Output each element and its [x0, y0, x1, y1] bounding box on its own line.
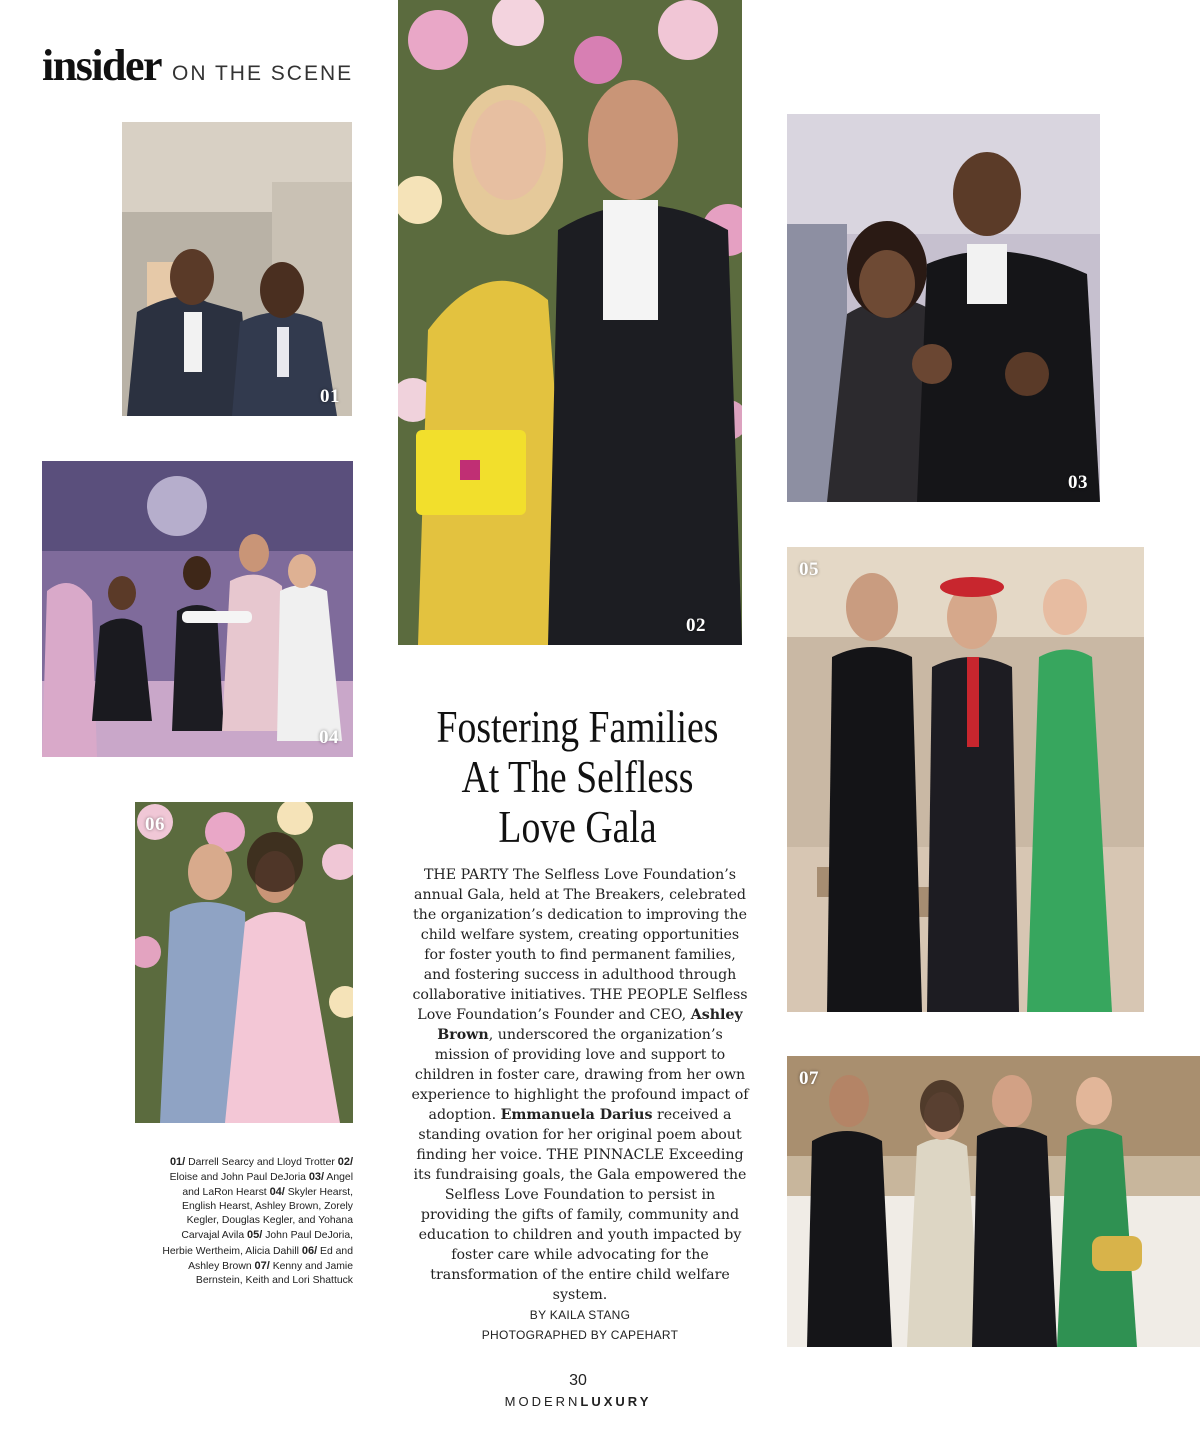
caption-number: 06/	[301, 1244, 318, 1257]
caption-text: Eloise and John Paul DeJoria	[169, 1172, 309, 1184]
caption-number: 07/	[254, 1259, 270, 1272]
photo-01	[122, 122, 352, 416]
brand-light: MODERN	[504, 1394, 581, 1409]
body-text: , underscored the organization’s mission of providing love and support to children in foster care, drawing from her own experience to highlight the profound impact of adoption.	[411, 1027, 749, 1123]
body-name-bold: Ashley Brown	[437, 1007, 743, 1043]
brand-bold: LUXURY	[580, 1394, 652, 1409]
body-text: THE PARTY The Selfless Love Foundation’s annual Gala, held at The Breakers, celebrated the organization’s dedication to improving the child welfare system, creating opportunities for foster youth to find permanent families, and fostering success in adulthood through collaborative initiatives. THE PEOPLE Selfless Love Foundation’s Founder and CEO,	[412, 867, 748, 1023]
article-body	[410, 865, 750, 1305]
photo-credit: PHOTOGRAPHED BY CAPEHART	[481, 1328, 679, 1342]
photo-03	[787, 114, 1100, 502]
headline-line: Love Gala	[498, 801, 657, 852]
photo-number: 07	[799, 1068, 819, 1089]
caption-number: 04/	[269, 1186, 285, 1199]
body-text: received a standing ovation for her original poem about finding her voice. THE PINNACLE Exceeding its fundraising goals, the Gala empowered the Selfless Love Foundation to persist in providing the gifts of family, community and education to children and youth impacted by foster care while advocating for the transformation of the entire child welfare system.	[413, 1107, 747, 1303]
body-name-bold: Emmanuela Darius	[500, 1107, 653, 1123]
photo-number: 06	[145, 814, 165, 835]
photo-number: 05	[799, 559, 819, 580]
photo-number: 03	[1068, 472, 1088, 493]
caption-number: 05/	[247, 1229, 263, 1242]
photo-02	[398, 0, 742, 645]
caption-text: Angel and LaRon Hearst	[182, 1172, 353, 1199]
photo-number: 01	[320, 386, 340, 407]
article-headline	[436, 702, 719, 852]
photo-number: 02	[686, 615, 706, 636]
photo-05	[787, 547, 1144, 1012]
page-number: 30	[569, 1372, 587, 1389]
section-title: insider	[42, 41, 162, 90]
caption-text: Ed and Ashley Brown	[188, 1245, 353, 1272]
caption-text: Skyler Hearst, English Hearst, Ashley Brown, Zorely Kegler, Douglas Kegler, and Yohana Carvajal Avila	[181, 1187, 353, 1242]
photo-number: 04	[319, 727, 339, 748]
brand-logo	[440, 1394, 716, 1409]
caption-number: 02/	[337, 1156, 353, 1168]
section-subtitle: ON THE SCENE	[172, 62, 354, 85]
photo-06	[135, 802, 353, 1123]
caption-number: 01/	[169, 1156, 186, 1168]
headline-line: At The Selfless	[461, 751, 694, 802]
byline: BY KAILA STANG	[529, 1308, 631, 1322]
photo-04	[42, 461, 353, 757]
photo-captions	[150, 1155, 353, 1288]
headline-line: Fostering Families	[436, 701, 719, 752]
caption-text: Kenny and Jamie Bernstein, Keith and Lori Shattuck	[195, 1260, 353, 1286]
photo-07	[787, 1056, 1200, 1347]
caption-text: Darrell Searcy and Lloyd Trotter	[185, 1157, 338, 1168]
caption-text: John Paul DeJoria, Herbie Wertheim, Alicia Dahill	[162, 1230, 353, 1257]
caption-number: 03/	[308, 1171, 325, 1184]
